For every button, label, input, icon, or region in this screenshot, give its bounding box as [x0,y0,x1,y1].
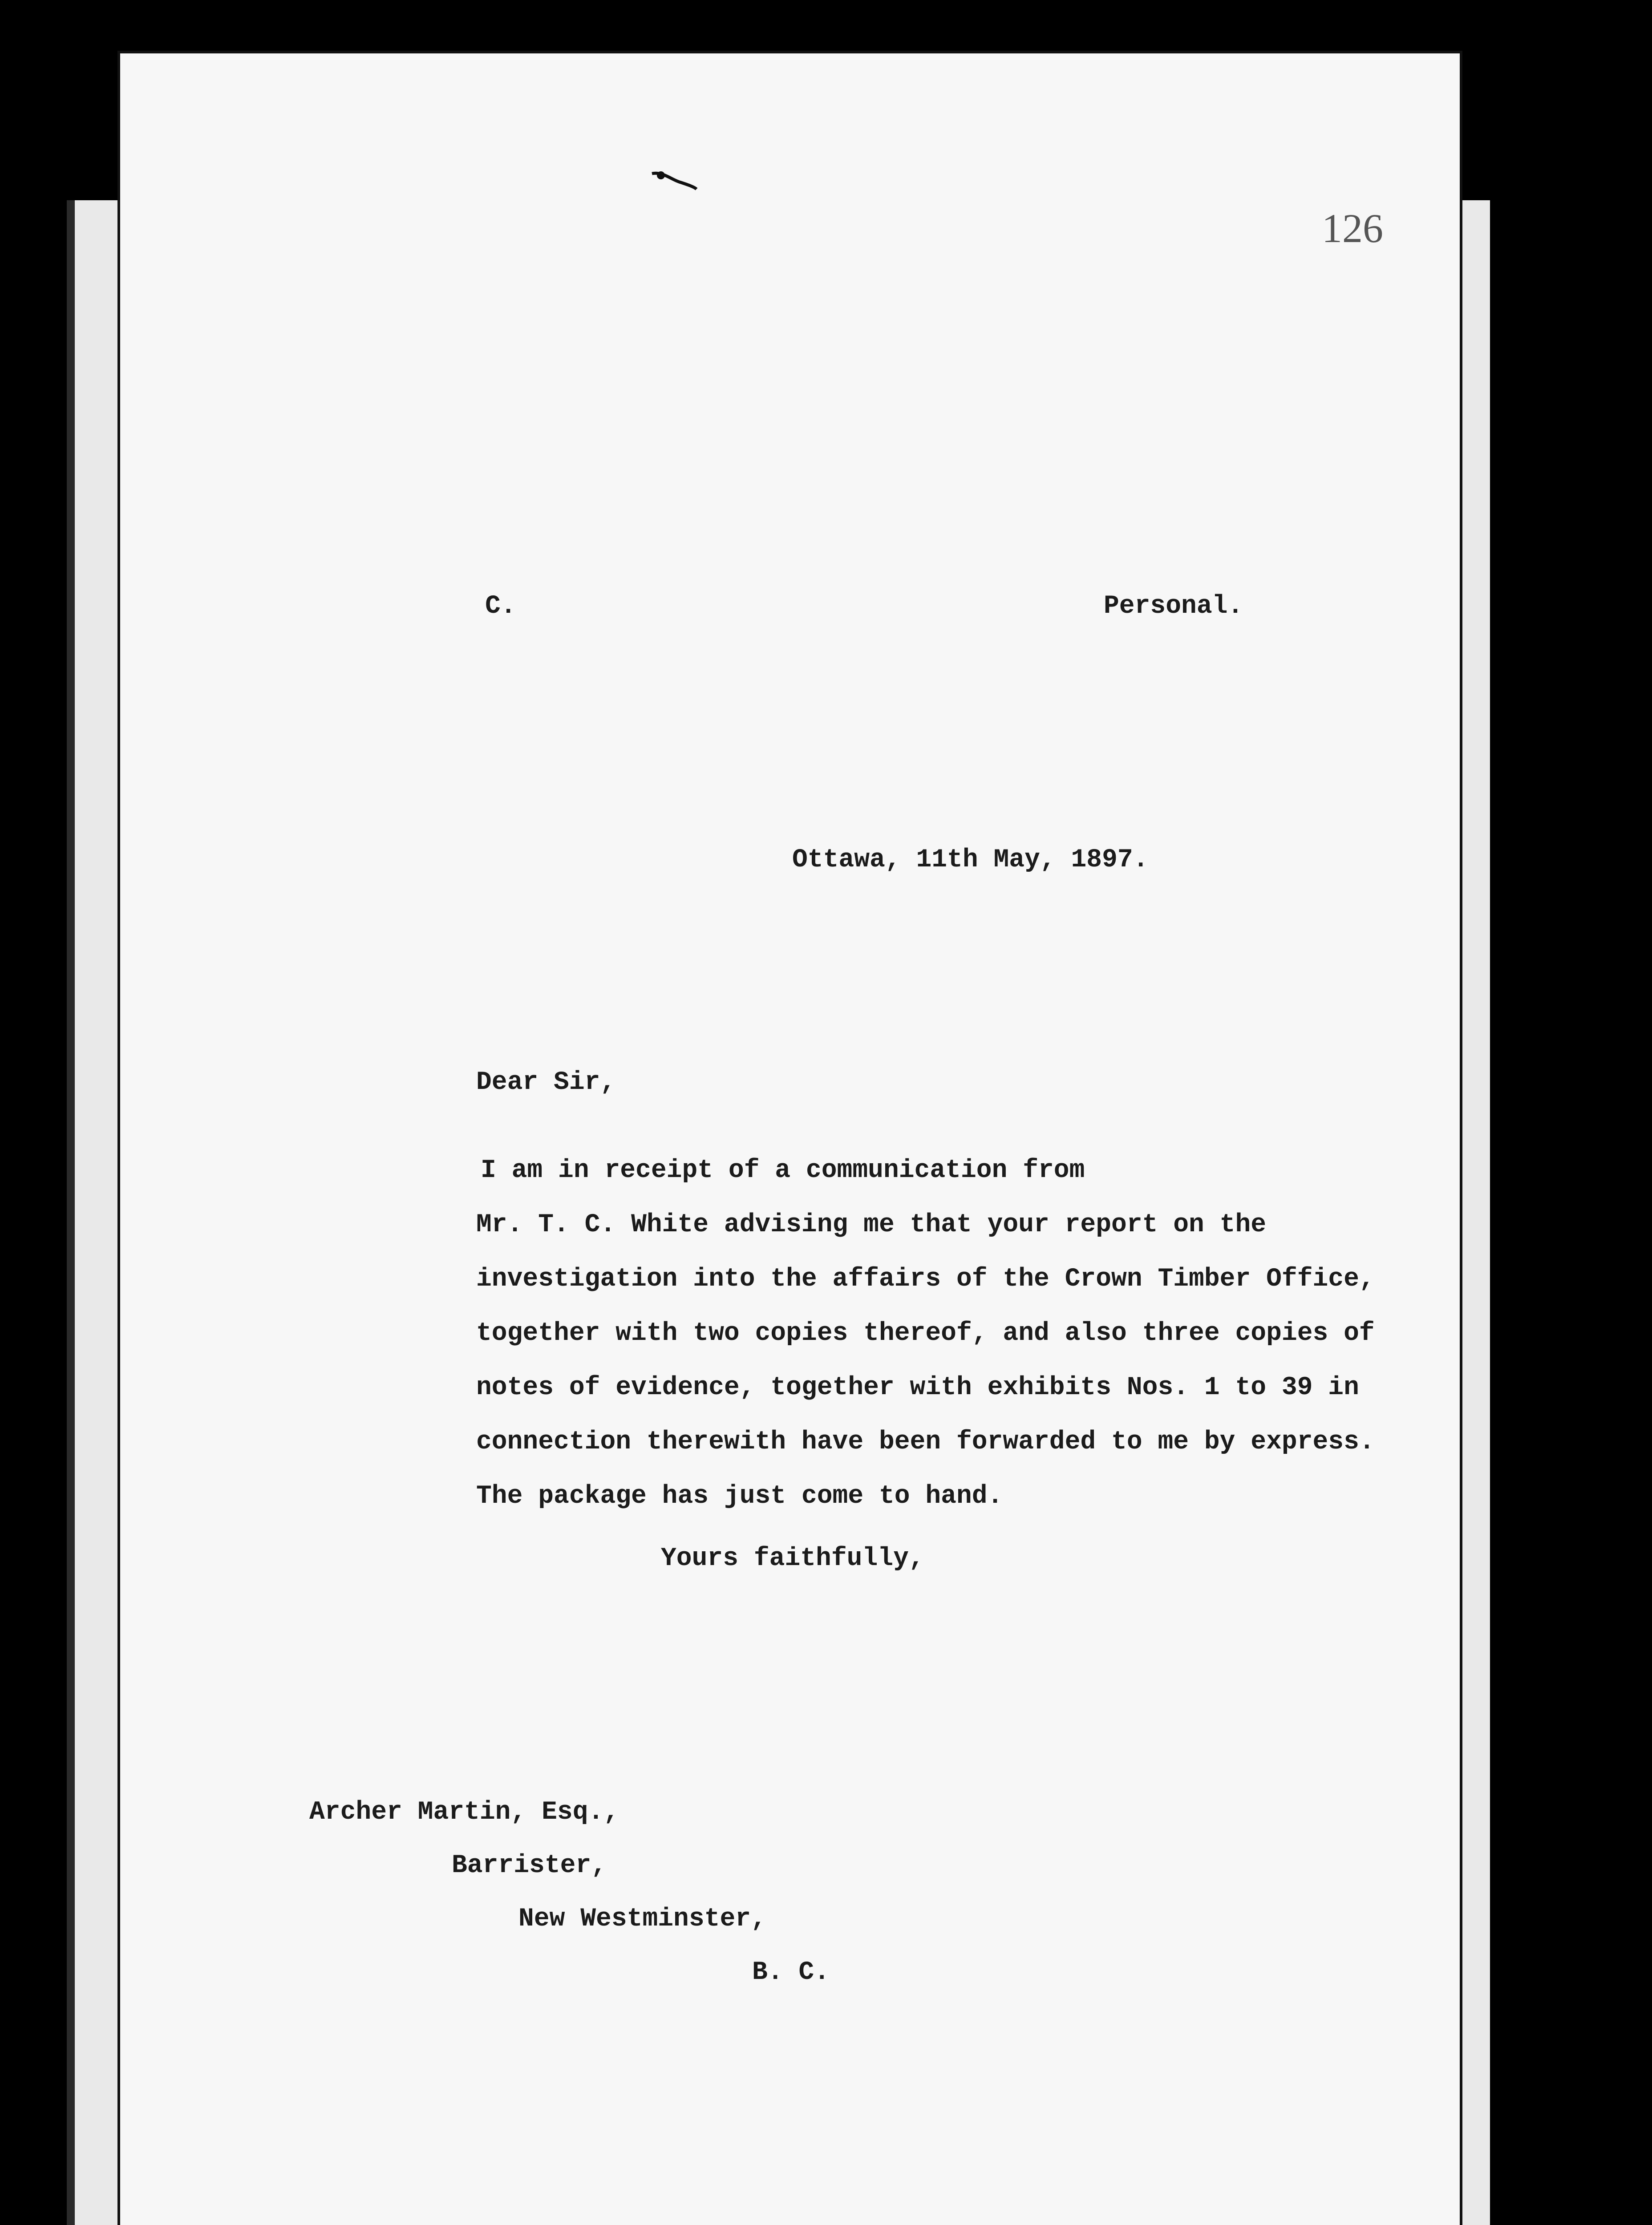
page-number: 126 [1322,206,1383,251]
dateline: Ottawa, 11th May, 1897. [792,846,1149,874]
body-line: connection therewith have been forwarded to me by express. [476,1428,1375,1456]
address-line-1: Archer Martin, Esq., [309,1798,620,1827]
ink-smudge-icon [650,169,699,191]
body-line: together with two copies thereof, and also three copies of [476,1319,1375,1348]
body-line: The package has just come to hand. [476,1482,1003,1511]
address-line-4: B. C. [752,1958,830,1987]
address-line-3: New Westminster, [518,1905,766,1934]
address-line-2: Barrister, [452,1851,607,1880]
letter-page [120,53,1460,2225]
classification-label: Personal. [1104,592,1243,621]
body-line: notes of evidence, together with exhibits Nos. 1 to 39 in [476,1373,1359,1402]
closing: Yours faithfully, [661,1544,924,1573]
salutation: Dear Sir, [476,1068,616,1097]
body-line: investigation into the affairs of the Crown Timber Office, [476,1265,1375,1294]
letter-body [476,1144,1375,1524]
body-line: Mr. T. C. White advising me that your report on the [476,1210,1267,1239]
body-line: I am in receipt of a communication from [481,1156,1085,1185]
file-mark: C. [485,592,516,621]
